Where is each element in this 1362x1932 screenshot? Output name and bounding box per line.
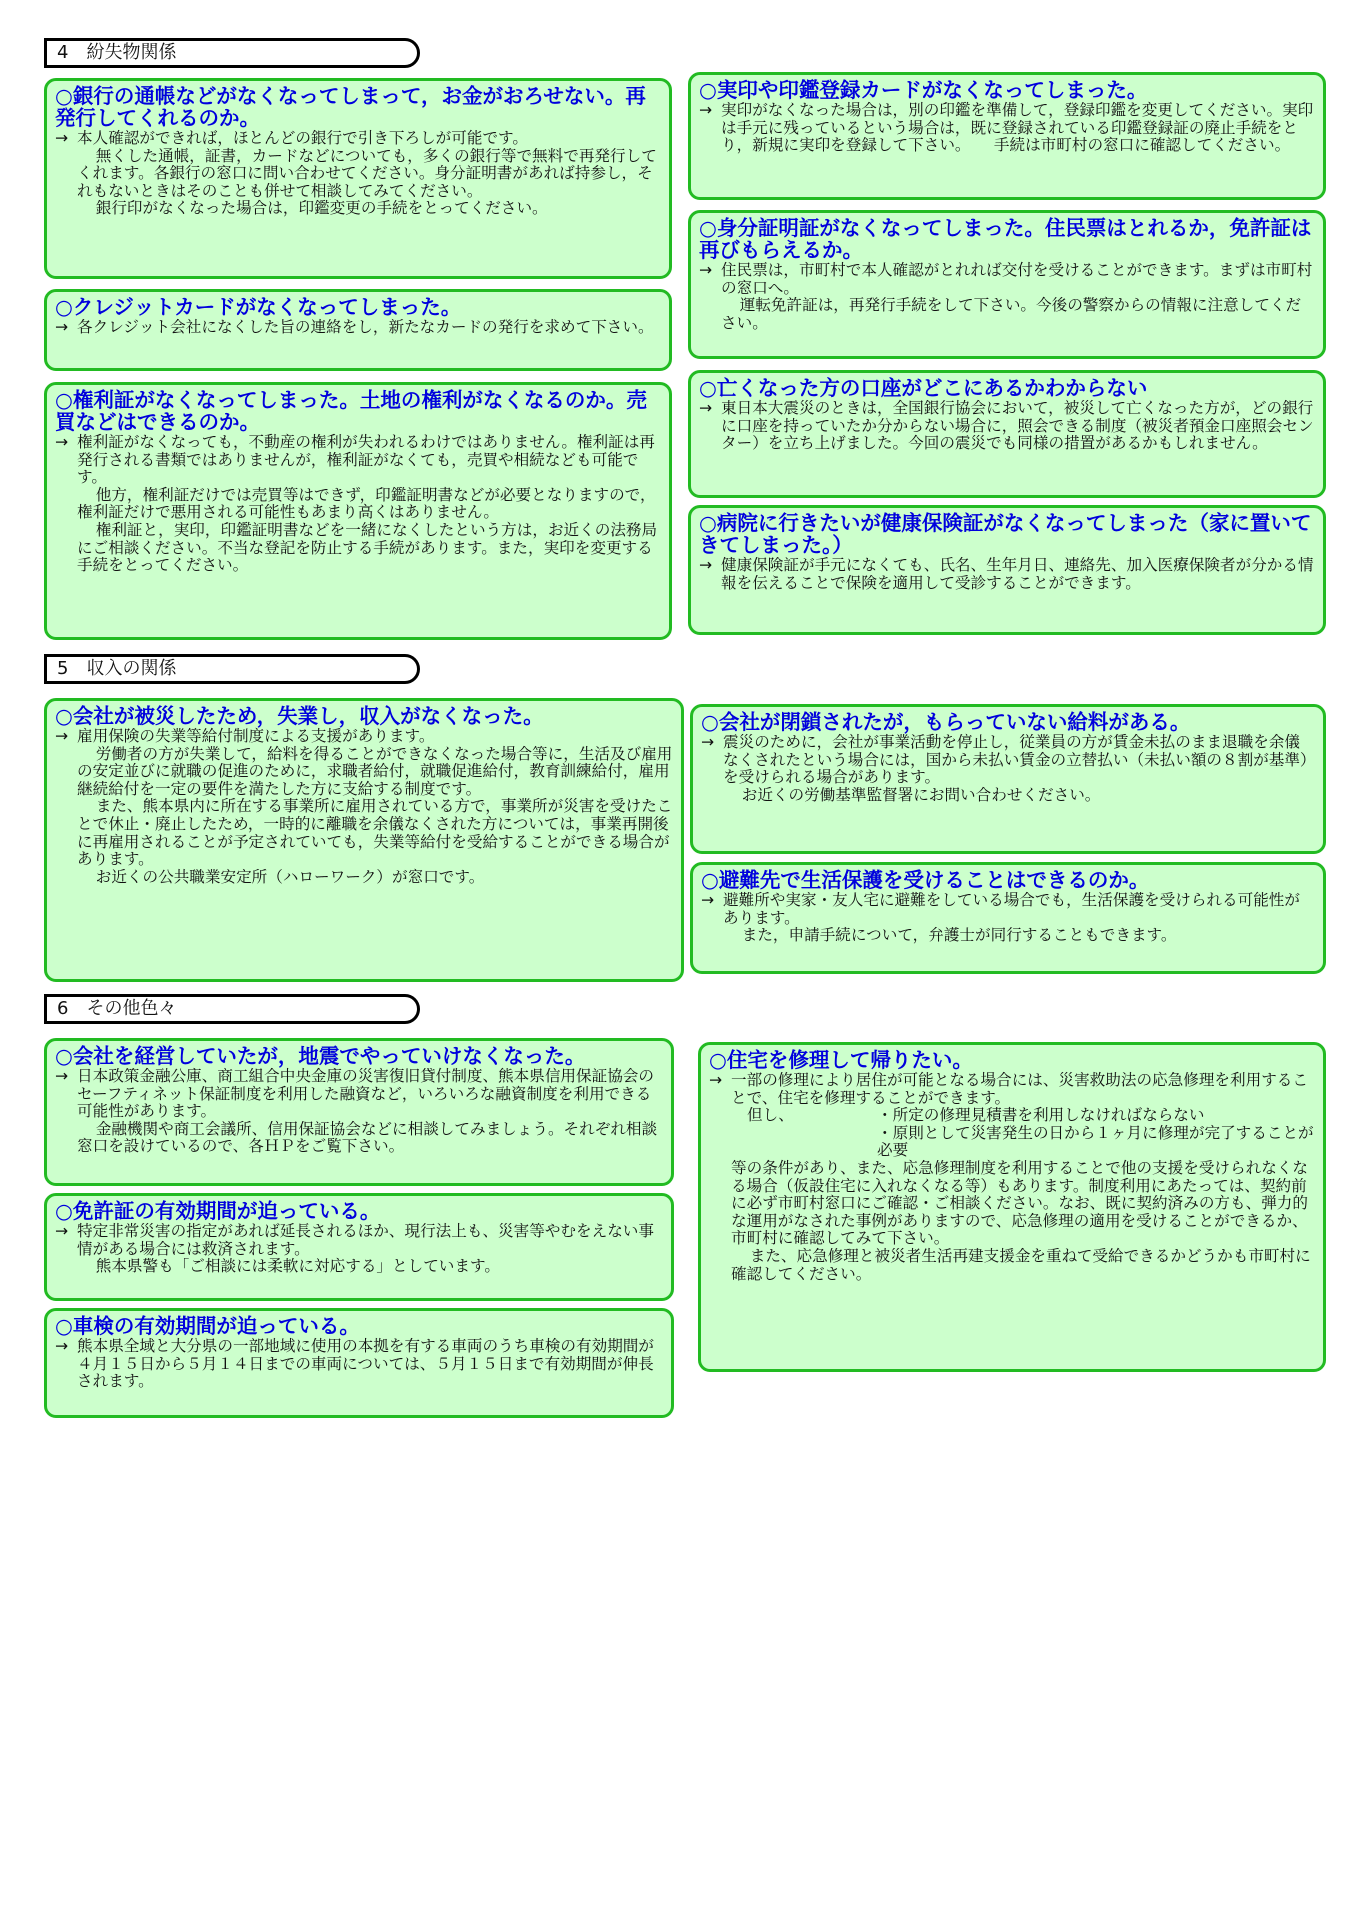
qa-box-unpaid-wages [690, 704, 1326, 854]
arrow-icon: → [701, 733, 715, 751]
question: ○権利証がなくなってしまった。土地の権利がなくなるのか。売買などはできるのか。 [55, 388, 647, 434]
qa-box-health-insurance [688, 505, 1326, 635]
question: ○住宅を修理して帰りたい。 [709, 1048, 973, 1072]
section-header-others [44, 994, 420, 1024]
arrow-icon: → [55, 318, 69, 336]
answer: → 雇用保険の失業等給付制度による支援があります。 労働者の方が失業して，給料を得ることができなくなった場合等に，生活及び雇用の安定並びに就職の促進のために，求職者給付，就職促進給付，教育訓練給付，雇用継続給付を一定の要件を満たした方に支給する制度です。 また、熊本県内に所在する事業所に雇用されている方で，事業所が災害を受けたことで休止・廃止したため，一時的に離職を余儀なくされた方については，事業再開後に再雇用されることが予定されていても，失業等給付を受給することができる場合があります。 お近くの公共職業安定所（ハローワーク）が窓口です。 [55, 727, 673, 886]
answer: → 健康保険証が手元になくても、氏名、生年月日、連絡先、加入医療保険者が分かる情報を伝えることで保険を適用して受診することができます。 [699, 556, 1314, 592]
question: ○亡くなった方の口座がどこにあるかわからない [699, 376, 1148, 400]
section-title: 4 紛失物関係 [57, 42, 177, 63]
arrow-icon: → [699, 261, 713, 279]
arrow-icon: → [55, 1067, 69, 1085]
answer: → 権利証がなくなっても，不動産の権利が失われるわけではありません。権利証は再発行される書類ではありませんが，権利証がなくても，売買や相続なども可能です。 他方，権利証だけでは売買等はできず，印鑑証明書などが必要となりますので，権利証だけで悪用される可能性もあまり高くはありません。 権利証と，実印，印鑑証明書などを一緒になくしたという方は，お近くの法務局にご相談ください。不当な登記を防止する手続があります。また，実印を変更する手続をとってください。 [55, 433, 658, 575]
question: ○クレジットカードがなくなってしまった。 [55, 295, 462, 319]
answer: → 避難所や実家・友人宅に避難をしている場合でも，生活保護を受けられる可能性があります。 また，申請手続について，弁護士が同行することもできます。 [701, 891, 1300, 945]
question: ○実印や印鑑登録カードがなくなってしまった。 [699, 78, 1148, 102]
qa-box-deceased-account [688, 370, 1326, 498]
arrow-icon: → [699, 556, 713, 574]
arrow-icon: → [55, 727, 69, 745]
question: ○車検の有効期間が迫っている。 [55, 1314, 360, 1338]
question: ○会社が閉鎖されたが，もらっていない給料がある。 [701, 710, 1191, 734]
answer: → 住民票は，市町村で本人確認がとれれば交付を受けることができます。まずは市町村の窓口へ。 運転免許証は，再発行手続をして下さい。今後の警察からの情報に注意してください。 [699, 261, 1313, 332]
question: ○銀行の通帳などがなくなってしまって，お金がおろせない。再発行してくれるのか。 [55, 84, 646, 130]
question: ○病院に行きたいが健康保険証がなくなってしまった（家に置いてきてしまった。） [699, 511, 1312, 557]
section-header-income [44, 654, 420, 684]
arrow-icon: → [701, 891, 715, 909]
answer: → 日本政策金融公庫、商工組合中央金庫の災害復旧貸付制度、熊本県信用保証協会のセーフティネット保証制度を利用した融資など，いろいろな融資制度を利用できる可能性があります。 金融機関や商工会議所、信用保証協会などに相談してみましょう。それぞれ相談窓口を設けているので、各ＨＰをご覧下さい。 [55, 1067, 658, 1156]
qa-box-credit-card [44, 289, 672, 371]
question: ○会社が被災したため，失業し，収入がなくなった。 [55, 704, 544, 728]
question: ○避難先で生活保護を受けることはできるのか。 [701, 868, 1150, 892]
arrow-icon: → [55, 129, 69, 147]
qa-box-vehicle-inspection [44, 1308, 674, 1418]
qa-box-business [44, 1038, 674, 1186]
section-header-lost-items [44, 38, 420, 68]
qa-box-bank-passbook [44, 78, 672, 279]
qa-box-seal [688, 72, 1326, 200]
answer: → 実印がなくなった場合は，別の印鑑を準備して，登録印鑑を変更してください。実印は手元に残っているという場合は，既に登録されている印鑑登録証の廃止手続をとり，新規に実印を登録して下さい。 手続は市町村の窓口に確認してください。 [699, 101, 1314, 155]
qa-box-license [44, 1193, 674, 1301]
answer: → 熊本県全域と大分県の一部地域に使用の本拠を有する車両のうち車検の有効期間が４月１５日から５月１４日までの車両については、５月１５日まで有効期間が伸長されます。 [55, 1337, 654, 1391]
question: ○免許証の有効期間が迫っている。 [55, 1199, 381, 1223]
qa-box-welfare [690, 862, 1326, 974]
arrow-icon: → [699, 399, 713, 417]
answer: → 一部の修理により居住が可能となる場合には、災害救助法の応急修理を利用することで、住宅を修理することができます。 但し、 ・所定の修理見積書を利用しなければならない ・原則として災害発生の日から１ヶ月に修理が完了することが必要 等の条件があり、また、応急修理制度を利用することで他の支援を受けられなくなる場合（仮設住宅に入れなくなる等）もあります。制度利用にあたっては、契約前に必ず市町村窓口にご確認・ご相談ください。なお、既に契約済みの方も、弾力的な運用がなされた事例がありますので、応急修理の適用を受けることができるか、市町村に確認してみて下さい。 また、応急修理と被災者生活再建支援金を重ねて受給できるかどうかも市町村に確認してください。 [709, 1071, 1314, 1283]
question: ○身分証明証がなくなってしまった。住民票はとれるか，免許証は再びもらえるか。 [699, 216, 1312, 262]
answer: → 東日本大震災のときは，全国銀行協会において，被災して亡くなった方が，どの銀行に口座を持っていたか分からない場合に，照会できる制度（被災者預金口座照会センター）を立ち上げました。今回の震災でも同様の措置があるかもしれません。 [699, 399, 1314, 453]
answer: → 各クレジット会社になくした旨の連絡をし，新たなカードの発行を求めて下さい。 [55, 318, 654, 336]
question: ○会社を経営していたが，地震でやっていけなくなった。 [55, 1044, 586, 1068]
qa-box-title-deed [44, 382, 672, 640]
section-title: 6 その他色々 [57, 998, 177, 1019]
answer: → 本人確認ができれば，ほとんどの銀行で引き下ろしが可能です。 無くした通帳，証書，カードなどについても，多くの銀行等で無料で再発行してくれます。各銀行の窓口に問い合わせてください。身分証明書があれば持参し，それもないときはそのことも併せて相談してみてください。 銀行印がなくなった場合は，印鑑変更の手続をとってください。 [55, 129, 657, 218]
section-title: 5 収入の関係 [57, 658, 177, 679]
answer: → 特定非常災害の指定があれば延長されるほか、現行法上も、災害等やむをえない事情がある場合には救済されます。 熊本県警も「ご相談には柔軟に対応する」としています。 [55, 1222, 654, 1276]
arrow-icon: → [55, 1337, 69, 1355]
arrow-icon: → [699, 101, 713, 119]
arrow-icon: → [55, 433, 69, 451]
qa-box-unemployment [44, 698, 684, 982]
qa-box-id-card [688, 210, 1326, 359]
arrow-icon: → [709, 1071, 723, 1089]
answer: → 震災のために，会社が事業活動を停止し，従業員の方が賃金未払のまま退職を余儀なくされたという場合には，国から未払い賃金の立替払い（未払い額の８割が基準）を受けられる場合があります。 お近くの労働基準監督署にお問い合わせください。 [701, 733, 1308, 804]
qa-box-house-repair [698, 1042, 1326, 1372]
arrow-icon: → [55, 1222, 69, 1240]
